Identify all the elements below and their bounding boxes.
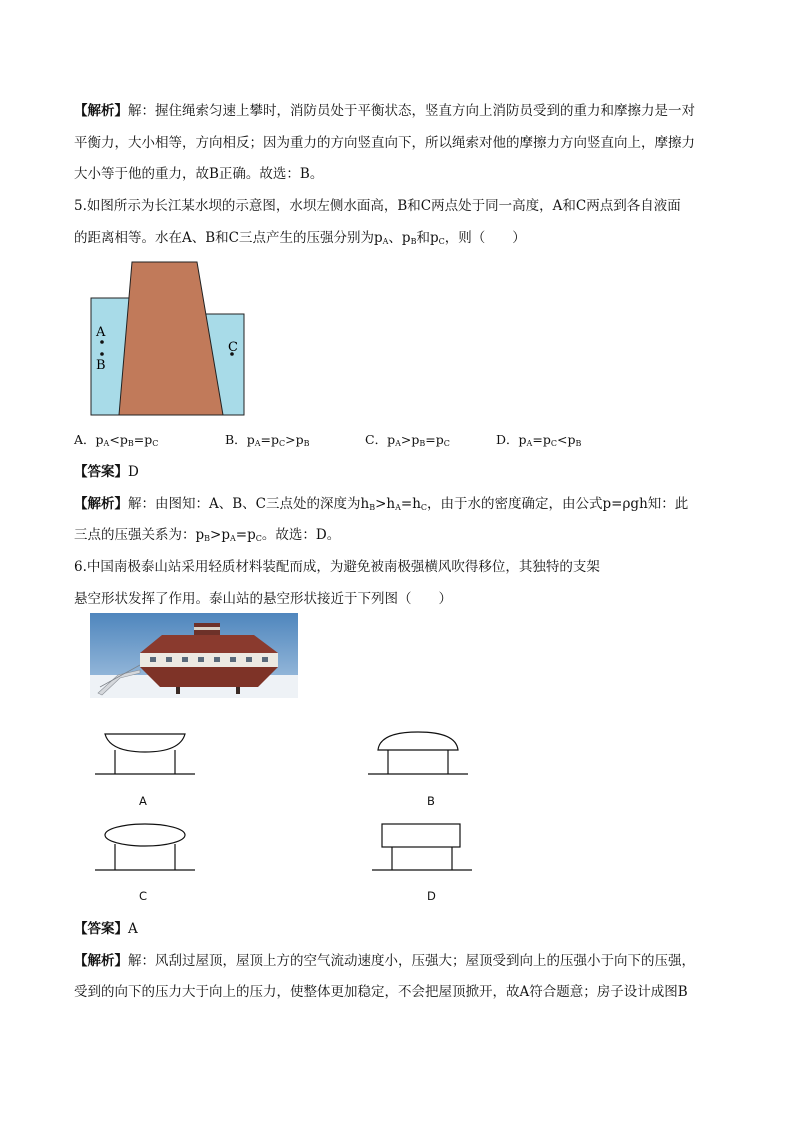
subscript: B: [575, 439, 582, 448]
lower-hull: [140, 667, 278, 687]
subscript: A: [382, 237, 389, 246]
answer-value: D: [128, 464, 139, 480]
subscript: A: [526, 439, 533, 448]
option-d-label[interactable]: D: [427, 889, 436, 903]
subscript: A: [395, 439, 401, 448]
subscript: C: [443, 439, 450, 448]
text: p: [119, 432, 128, 447]
q5-option-b[interactable]: [225, 431, 310, 453]
text: ，则（ ）: [444, 230, 526, 246]
q5-stem-line-1: 5.如图所示为长江某水坝的示意图，水坝左侧水面高，B和C两点处于同一高度，A和C两点到各自液面: [74, 198, 681, 214]
q5-option-d[interactable]: [496, 431, 581, 453]
subscript: A: [254, 439, 261, 448]
subscript: A: [395, 503, 401, 512]
text: p: [567, 432, 576, 447]
text: >p: [210, 527, 231, 543]
q5-option-a[interactable]: [74, 431, 158, 453]
dam-diagram: [90, 260, 246, 418]
answer-tag: 【答案】: [74, 921, 128, 937]
label-c: C: [228, 340, 238, 355]
text: 和p: [416, 230, 439, 246]
text: 、p: [388, 230, 411, 246]
subscript: C: [278, 439, 286, 448]
subscript: C: [420, 503, 428, 512]
option-letter: A．: [74, 432, 96, 447]
text: 的距离相等。水在A、B和C三点产生的压强分别为p: [74, 230, 383, 246]
subscript: B: [127, 439, 134, 448]
subscript: B: [369, 503, 376, 512]
text: 三点的压强关系为：p: [74, 527, 205, 543]
q5-answer: [74, 462, 139, 482]
text: p: [518, 432, 527, 447]
text: p: [95, 432, 104, 447]
text: p: [387, 432, 396, 447]
text: =: [133, 432, 145, 447]
q4-analysis-line-2: 平衡力，大小相等，方向相反；因为重力的方向竖直向下，所以绳索对他的摩擦力方向竖直向上，摩擦力: [74, 135, 695, 151]
text: p: [295, 432, 304, 447]
q4-analysis-line-3: 大小等于他的重力，故B正确。故选：B。: [74, 166, 324, 182]
text: p: [411, 432, 420, 447]
text: <: [109, 432, 120, 447]
analysis-tag: 【解析】: [74, 103, 128, 119]
text: p: [270, 432, 279, 447]
option-b-label[interactable]: B: [427, 794, 435, 808]
text: =: [425, 432, 436, 447]
text: p: [542, 432, 551, 447]
text: 解：握住绳索匀速上攀时，消防员处于平衡状态，竖直方向上消防员受到的重力和摩擦力是一对: [128, 103, 695, 119]
q5-option-c[interactable]: [365, 431, 450, 453]
text: 。故选：D。: [261, 527, 341, 543]
text: >: [400, 432, 412, 447]
option-a-figure: [95, 730, 195, 778]
label-a: A: [96, 325, 106, 340]
roof-cap-band: [194, 627, 220, 630]
q6-stem-line-2: 悬空形状发挥了作用。泰山站的悬空形状接近于下列图（ ）: [74, 591, 452, 607]
taishan-station-photo: [90, 613, 298, 698]
text: =h: [400, 496, 421, 512]
option-c-label[interactable]: C: [139, 889, 148, 903]
answer-tag: 【答案】: [74, 464, 128, 480]
analysis-tag: 【解析】: [74, 496, 128, 512]
text: =: [260, 432, 271, 447]
q6-stem-line-1: 6.中国南极泰山站采用轻质材料装配而成，为避免被南极强横风吹得移位，其独特的支架: [74, 559, 600, 575]
option-d-figure: [372, 822, 472, 874]
q5-analysis-line-2: [74, 525, 340, 549]
text: >: [285, 432, 296, 447]
option-b-figure: [368, 730, 468, 778]
point-a-dot: [100, 340, 104, 344]
q6-answer: [74, 919, 138, 939]
analysis-tag: 【解析】: [74, 953, 128, 969]
support-leg-2: [236, 687, 240, 694]
option-c-figure: [95, 822, 195, 874]
text: p: [144, 432, 153, 447]
text: ，由于水的密度确定，由公式p=ρgh知：此: [427, 496, 689, 512]
subscript: A: [103, 439, 110, 448]
upper-roof: [140, 635, 278, 653]
q6-analysis-line-2: 受到的向下的压力大于向上的压力，使整体更加稳定，不会把屋顶掀开，故A符合题意；房子设计成图B: [74, 984, 688, 1000]
subscript: B: [419, 439, 426, 448]
text: =: [532, 432, 543, 447]
option-letter: B．: [225, 432, 247, 447]
point-b-dot: [100, 352, 104, 356]
subscript: B: [303, 439, 310, 448]
subscript: B: [410, 237, 417, 246]
subscript: C: [438, 237, 445, 246]
text: >h: [375, 496, 396, 512]
option-letter: C．: [365, 432, 388, 447]
window-band: [140, 653, 278, 667]
subscript: C: [255, 534, 262, 543]
answer-value: A: [128, 921, 138, 937]
option-a-label[interactable]: A: [139, 794, 147, 808]
q6-analysis-line-1: [74, 951, 695, 971]
support-leg-1: [176, 687, 180, 694]
subscript: C: [550, 439, 557, 448]
q5-stem-line-2: [74, 228, 526, 252]
text: p: [246, 432, 255, 447]
subscript: A: [230, 534, 236, 543]
dam-body: [119, 262, 223, 415]
q4-analysis-line-1: [74, 101, 695, 121]
subscript: C: [152, 439, 159, 448]
option-letter: D．: [496, 432, 519, 447]
text: 解：由图知：A、B、C三点处的深度为h: [128, 496, 370, 512]
text: <: [556, 432, 568, 447]
text: p: [435, 432, 444, 447]
label-b: B: [96, 358, 106, 373]
text: =p: [235, 527, 256, 543]
subscript: B: [204, 534, 211, 543]
q5-analysis-line-1: [74, 494, 688, 518]
text: 解：风刮过屋顶，屋顶上方的空气流动速度小，压强大；屋顶受到向上的压强小于向下的压强，: [128, 953, 695, 969]
